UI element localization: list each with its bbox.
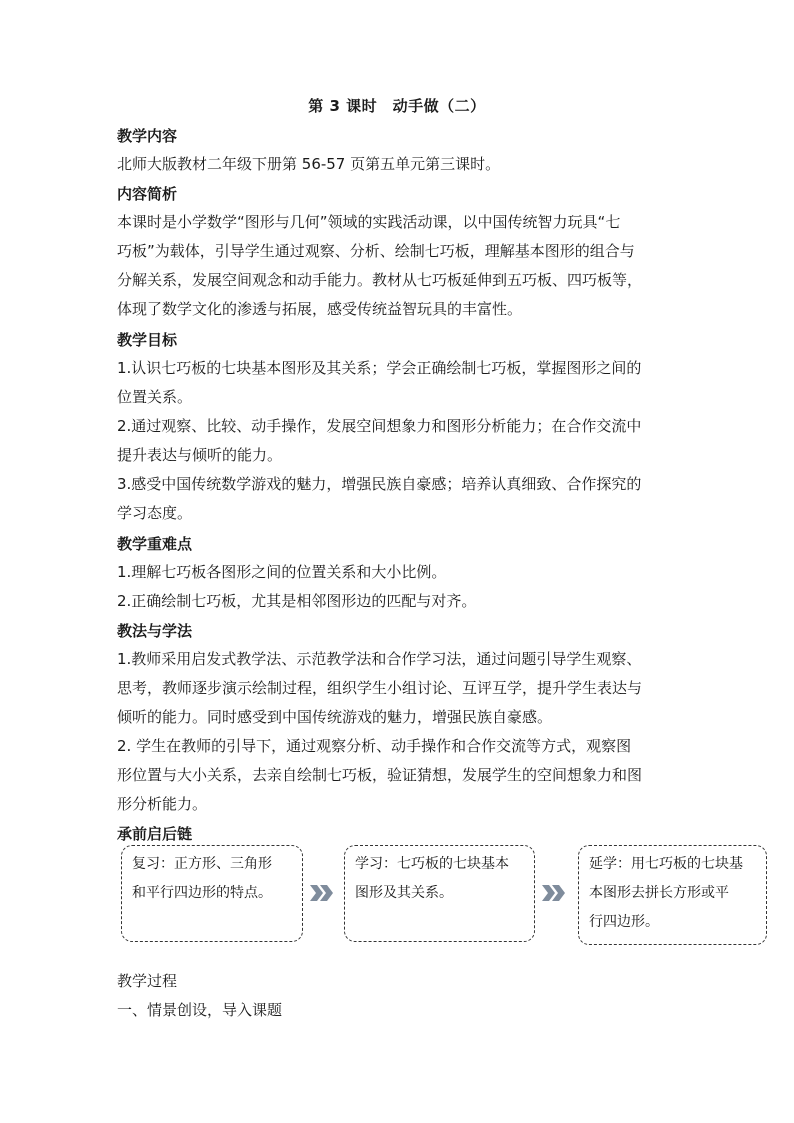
- methods-line: 形分析能力。: [117, 795, 208, 813]
- chain-box-line: 本图形去拼长方形或平: [589, 885, 729, 901]
- goals-line: 提升表达与倾听的能力。: [117, 446, 283, 464]
- keypoints-line: 1.理解七巧板各图形之间的位置关系和大小比例。: [117, 563, 447, 581]
- chain-box-line: 行四边形。: [589, 914, 659, 930]
- chain-box-learn: [344, 845, 535, 942]
- keypoints-line: 2.正确绘制七巧板，尤其是相邻图形边的匹配与对齐。: [117, 592, 477, 610]
- heading-keypoints: 教学重难点: [117, 535, 193, 553]
- content-line: 北师大版教材二年级下册第 56-57 页第五单元第三课时。: [117, 155, 501, 173]
- chain-box-line: 复习：正方形、三角形: [132, 856, 272, 872]
- heading-goals: 教学目标: [117, 331, 178, 349]
- chain-box-line: 和平行四边形的特点。: [132, 885, 272, 901]
- heading-process: 教学过程: [117, 972, 178, 990]
- methods-line: 1.教师采用启发式教学法、示范教学法和合作学习法，通过问题引导学生观察、: [117, 650, 642, 668]
- analysis-line: 巧板”为载体，引导学生通过观察、分析、绘制七巧板，理解基本图形的组合与: [117, 242, 635, 260]
- double-chevron-right-icon: [309, 884, 337, 902]
- goals-line: 位置关系。: [117, 388, 193, 406]
- methods-line: 倾听的能力。同时感受到中国传统游戏的魅力，增强民族自豪感。: [117, 708, 553, 726]
- chain-box-review: [121, 845, 303, 942]
- goals-line: 1.认识七巧板的七块基本图形及其关系；学会正确绘制七巧板，掌握图形之间的: [117, 359, 642, 377]
- goals-line: 2.通过观察、比较、动手操作，发展空间想象力和图形分析能力；在合作交流中: [117, 417, 642, 435]
- chain-box-line: 图形及其关系。: [355, 885, 453, 901]
- heading-analysis: 内容简析: [117, 185, 178, 203]
- double-chevron-right-icon: [541, 884, 569, 902]
- analysis-line: 分解关系，发展空间观念和动手能力。教材从七巧板延伸到五巧板、四巧板等，: [117, 271, 643, 289]
- methods-line: 2. 学生在教师的引导下，通过观察分析、动手操作和合作交流等方式，观察图: [117, 737, 632, 755]
- goals-line: 3.感受中国传统数学游戏的魅力，增强民族自豪感；培养认真细致、合作探究的: [117, 475, 642, 493]
- methods-line: 形位置与大小关系，去亲自绘制七巧板，验证猜想，发展学生的空间想象力和图: [117, 766, 643, 784]
- analysis-line: 体现了数学文化的渗透与拓展，感受传统益智玩具的丰富性。: [117, 300, 523, 318]
- heading-content: 教学内容: [117, 127, 178, 145]
- heading-chain: 承前启后链: [117, 825, 193, 843]
- analysis-line: 本课时是小学数学“图形与几何”领域的实践活动课，以中国传统智力玩具“七: [117, 213, 621, 231]
- heading-methods: 教法与学法: [117, 622, 193, 640]
- chain-box-extend: [578, 845, 767, 945]
- methods-line: 思考，教师逐步演示绘制过程，组织学生小组讨论、互评互学，提升学生表达与: [117, 679, 643, 697]
- lesson-title: 第 3 课时 动手做（二）: [308, 97, 486, 115]
- chain-box-line: 学习：七巧板的七块基本: [355, 856, 509, 872]
- chain-box-line: 延学：用七巧板的七块基: [589, 856, 743, 872]
- goals-line: 学习态度。: [117, 504, 193, 522]
- process-line: 一、情景创设，导入课题: [117, 1001, 283, 1019]
